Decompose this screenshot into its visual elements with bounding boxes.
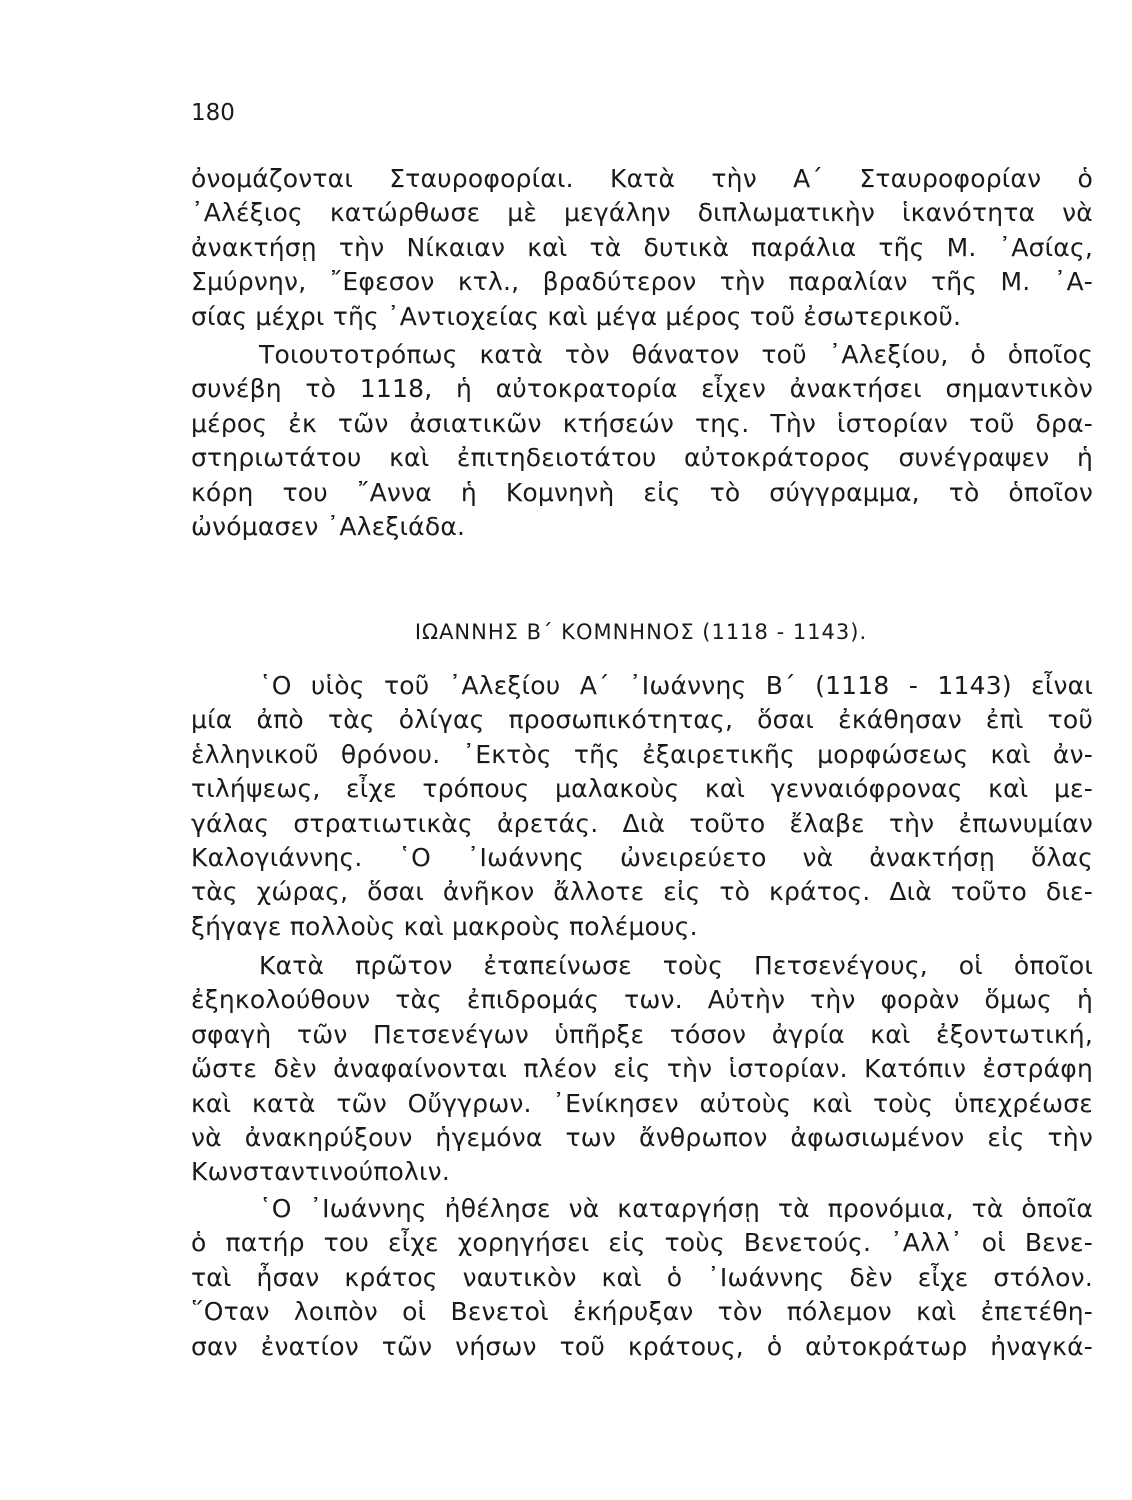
text-line: νὰ ἀνακηρύξουν ἡγεμόνα των ἄνθρωπον ἀφωσιωμένον εἰς τὴν	[191, 1123, 1093, 1153]
text-line: ἑλληνικοῦ θρόνου. ᾿Εκτὸς τῆς ἐξαιρετικῆς μορφώσεως καὶ ἀν-	[191, 739, 1093, 769]
text-line: καὶ κατὰ τῶν Οὔγγρων. ᾿Ενίκησεν αὐτοὺς καὶ τοὺς ὑπεχρέωσε	[191, 1088, 1093, 1118]
text-line: γάλας στρατιωτικὰς ἀρετάς. Διὰ τοῦτο ἔλαβε τὴν ἐπωνυμίαν	[191, 808, 1093, 838]
paragraph-2	[191, 338, 1093, 544]
text-line: ξήγαγε πολλοὺς καὶ μακροὺς πολέμους.	[191, 911, 698, 941]
paragraph-3	[191, 669, 1093, 944]
text-line: Καλογιάννης. ῾Ο ᾿Ιωάννης ὠνειρεύετο νὰ ἀνακτήσῃ ὅλας	[191, 843, 1093, 873]
text-line: ᾿Αλέξιος κατώρθωσε μὲ μεγάλην διπλωματικὴν ἱκανότητα νὰ	[191, 198, 1093, 228]
page-number: 180	[191, 100, 235, 126]
text-line: σφαγὴ τῶν Πετσενέγων ὑπῆρξε τόσον ἀγρία καὶ ἐξοντωτική,	[191, 1019, 1093, 1049]
text-line: συνέβη τὸ 1118, ἡ αὐτοκρατορία εἶχεν ἀνακτήσει σημαντικὸν	[191, 374, 1093, 404]
text-line: Τοιουτοτρόπως κατὰ τὸν θάνατον τοῦ ᾿Αλεξίου, ὁ ὁποῖος	[259, 340, 1093, 369]
text-line: στηριωτάτου καὶ ἐπιτηδειοτάτου αὐτοκράτορος συνέγραψεν ἡ	[191, 443, 1093, 473]
text-line: ὁ πατήρ του εἶχε χορηγήσει εἰς τοὺς Βενετούς. ᾿Αλλ᾿ οἱ Βενε-	[191, 1228, 1093, 1258]
text-line: Σμύρνην, ῎Εφεσον κτλ., βραδύτερον τὴν παραλίαν τῆς Μ. ᾿Α-	[191, 267, 1093, 297]
text-line: ἐξηκολούθουν τὰς ἐπιδρομάς των. Αὐτὴν τὴν φορὰν ὅμως ἡ	[191, 985, 1093, 1015]
text-line: ταὶ ἦσαν κράτος ναυτικὸν καὶ ὁ ᾿Ιωάννης δὲν εἶχε στόλον.	[191, 1262, 1093, 1292]
text-line: τὰς χώρας, ὅσαι ἀνῆκον ἄλλοτε εἰς τὸ κράτος. Διὰ τοῦτο διε-	[191, 877, 1093, 907]
section-heading: ΙΩΑΝΝΗΣ Β΄ ΚΟΜΝΗΝΟΣ (1118 - 1143).	[414, 620, 868, 644]
text-line: Κατὰ πρῶτον ἐταπείνωσε τοὺς Πετσενέγους, οἱ ὁποῖοι	[259, 951, 1093, 980]
paragraph-5	[191, 1192, 1093, 1364]
text-line: ἀνακτήσῃ τὴν Νίκαιαν καὶ τὰ δυτικὰ παράλια τῆς Μ. ᾿Ασίας,	[191, 232, 1093, 262]
text-line: κόρη του ῎Αννα ἡ Κομνηνὴ εἰς τὸ σύγγραμμα, τὸ ὁποῖον	[191, 477, 1093, 507]
text-line: μία ἀπὸ τὰς ὀλίγας προσωπικότητας, ὅσαι ἐκάθησαν ἐπὶ τοῦ	[191, 705, 1093, 735]
text-line: μέρος ἐκ τῶν ἀσιατικῶν κτήσεών της. Τὴν ἱστορίαν τοῦ δρα-	[191, 408, 1093, 438]
text-line: ῾Ο υἱὸς τοῦ ᾿Αλεξίου Α΄ ᾿Ιωάννης Β΄ (1118 - 1143) εἶναι	[259, 671, 1093, 700]
text-line: τιλήψεως, εἶχε τρόπους μαλακοὺς καὶ γενναιόφρονας καὶ με-	[191, 774, 1093, 804]
text-line: ῾Ο ᾿Ιωάννης ἠθέλησε νὰ καταργήσῃ τὰ προνόμια, τὰ ὁποῖα	[259, 1194, 1093, 1223]
text-line: ὀνομάζονται Σταυροφορίαι. Κατὰ τὴν Α΄ Σταυροφορίαν ὁ	[191, 164, 1093, 193]
text-line: σίας μέχρι τῆς ᾿Αντιοχείας καὶ μέγα μέρος τοῦ ἐσωτερικοῦ.	[191, 301, 962, 331]
paragraph-1	[191, 162, 1093, 334]
text-line: Κωνσταντινούπολιν.	[191, 1157, 450, 1187]
paragraph-4	[191, 949, 1093, 1190]
text-line: ῞Οταν λοιπὸν οἱ Βενετοὶ ἐκήρυξαν τὸν πόλεμον καὶ ἐπετέθη-	[191, 1297, 1093, 1327]
text-line: ὥστε δὲν ἀναφαίνονται πλέον εἰς τὴν ἱστορίαν. Κατόπιν ἐστράφη	[191, 1054, 1093, 1084]
text-line: ὠνόμασεν ᾿Αλεξιάδα.	[191, 512, 466, 542]
text-line: σαν ἐνατίον τῶν νήσων τοῦ κράτους, ὁ αὐτοκράτωρ ἠναγκά-	[191, 1331, 1093, 1361]
